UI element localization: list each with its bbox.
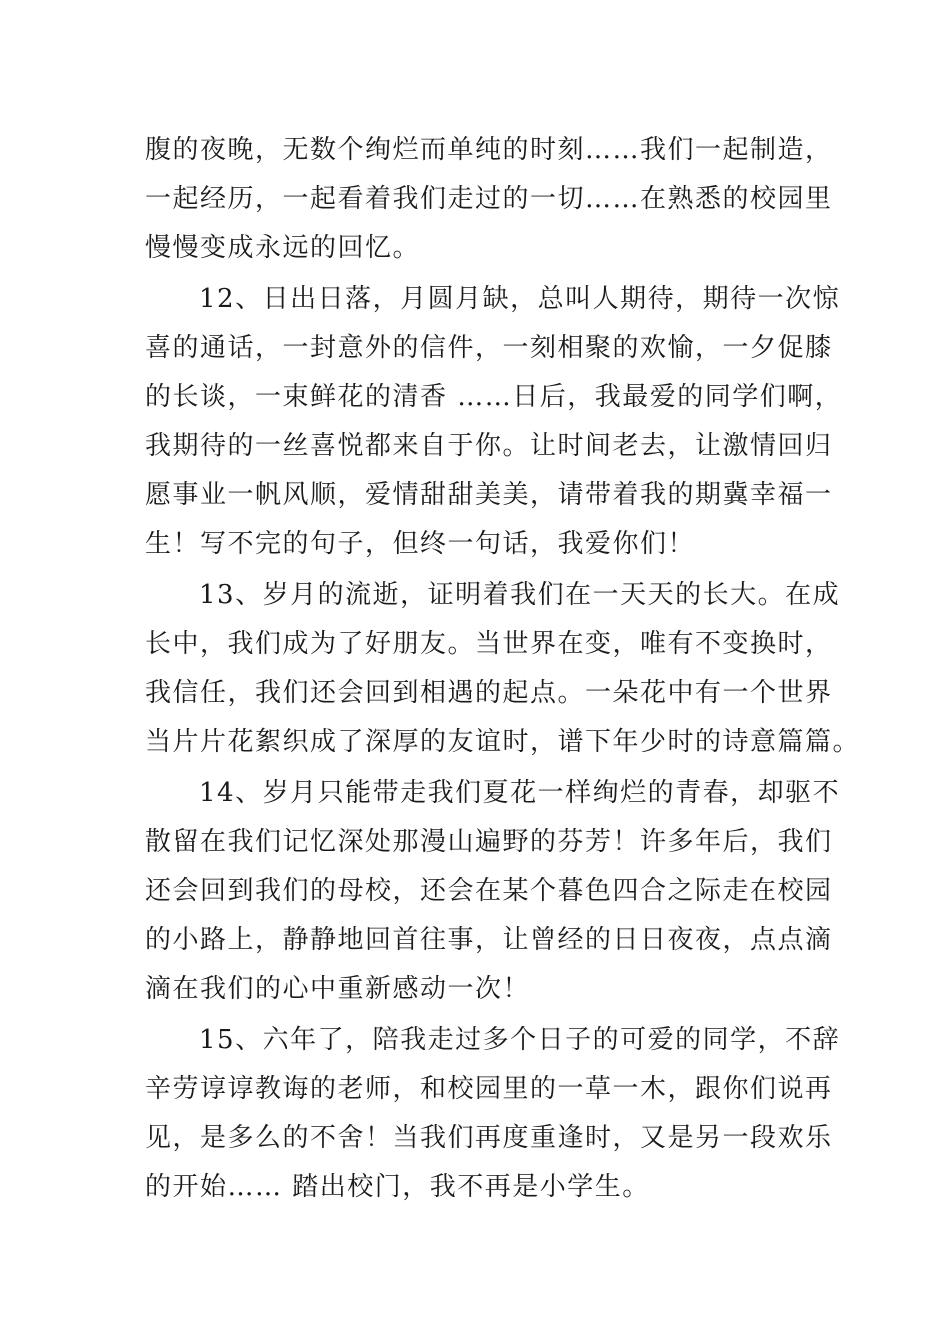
paragraph-15 bbox=[145, 1016, 841, 1212]
text-line: 滴在我们的心中重新感动一次！ bbox=[145, 974, 531, 1004]
text-line: 散留在我们记忆深处那漫山遍野的芬芳！许多年后，我们 bbox=[145, 827, 833, 857]
text-line: 辛劳谆谆教诲的老师，和校园里的一草一木，跟你们说再 bbox=[145, 1074, 833, 1104]
paragraph-13 bbox=[145, 571, 861, 767]
paragraph-14 bbox=[145, 769, 841, 1014]
text-line: 12、日出日落，月圆月缺，总叫人期待，期待一次惊 bbox=[199, 284, 841, 314]
paragraph-continuation bbox=[145, 126, 833, 273]
paragraph-12 bbox=[145, 275, 843, 569]
text-line: 腹的夜晚，无数个绚烂而单纯的时刻……我们一起制造， bbox=[145, 135, 833, 165]
text-line: 愿事业一帆风顺，爱情甜甜美美，请带着我的期冀幸福一 bbox=[145, 480, 833, 510]
text-line: 还会回到我们的母校，还会在某个暮色四合之际走在校园 bbox=[145, 876, 833, 906]
text-line: 的长谈，一束鲜花的清香 ……日后，我最爱的同学们啊， bbox=[145, 382, 843, 412]
text-line: 当片片花絮织成了深厚的友谊时，谱下年少时的诗意篇篇。 bbox=[145, 727, 861, 757]
text-line: 一起经历，一起看着我们走过的一切……在熟悉的校园里 bbox=[145, 184, 833, 214]
text-line: 的小路上，静静地回首往事，让曾经的日日夜夜，点点滴 bbox=[145, 925, 833, 955]
text-line: 喜的通话，一封意外的信件，一刻相聚的欢愉，一夕促膝 bbox=[145, 333, 833, 363]
text-line: 我期待的一丝喜悦都来自于你。让时间老去，让激情回归 bbox=[145, 431, 833, 461]
text-line: 14、岁月只能带走我们夏花一样绚烂的青春，却驱不 bbox=[199, 778, 841, 808]
text-line: 13、岁月的流逝，证明着我们在一天天的长大。在成 bbox=[199, 580, 841, 610]
text-line: 慢慢变成永远的回忆。 bbox=[145, 233, 421, 263]
text-line: 的开始…… 踏出校门，我不再是小学生。 bbox=[145, 1172, 650, 1202]
text-line: 15、六年了，陪我走过多个日子的可爱的同学，不辞 bbox=[199, 1025, 841, 1055]
text-line: 见，是多么的不舍！当我们再度重逢时，又是另一段欢乐 bbox=[145, 1123, 833, 1153]
document-body bbox=[145, 126, 861, 1214]
text-line: 生！写不完的句子，但终一句话，我爱你们！ bbox=[145, 529, 696, 559]
text-line: 我信任，我们还会回到相遇的起点。一朵花中有一个世界 bbox=[145, 678, 833, 708]
text-line: 长中，我们成为了好朋友。当世界在变，唯有不变换时， bbox=[145, 629, 833, 659]
